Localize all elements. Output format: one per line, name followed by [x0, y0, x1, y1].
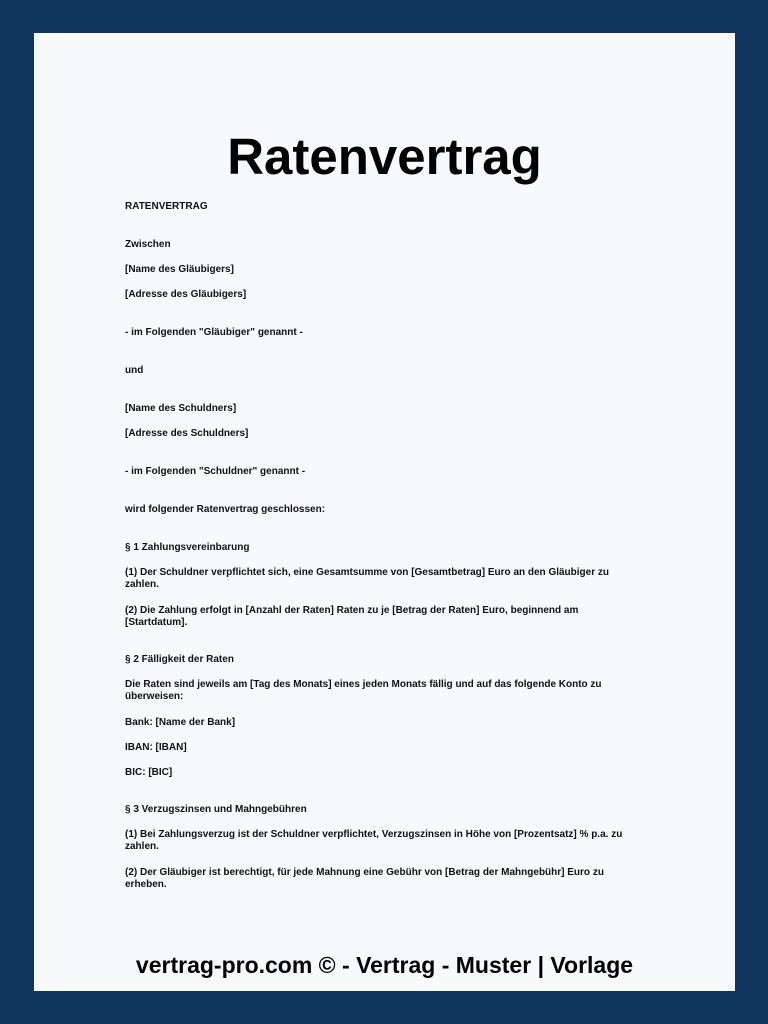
conclusion-text: wird folgender Ratenvertrag geschlossen:: [125, 504, 326, 515]
section-3-paragraph-1: (1) Bei Zahlungsverzug ist der Schuldner verpflichtet, Verzugszinsen in Höhe von [Prozentsatz] % p.a. zu zahlen.: [125, 829, 623, 852]
section-1-paragraph-1: (1) Der Schuldner verpflichtet sich, eine Gesamtsumme von [Gesamtbetrag] Euro an den Gläubiger zu zahlen.: [125, 567, 610, 590]
contract-heading: RATENVERTRAG: [125, 201, 208, 212]
section-2-paragraph-1: Die Raten sind jeweils am [Tag des Monats] eines jeden Monats fällig und auf das folgende Konto zu überweisen:: [125, 679, 602, 702]
footer-watermark: vertrag-pro.com © - Vertrag - Muster | Vorlage: [135, 952, 634, 978]
creditor-name: [Name des Gläubigers]: [125, 264, 234, 275]
section-1-paragraph-2: (2) Die Zahlung erfolgt in [Anzahl der Raten] Raten zu je [Betrag der Raten] Euro, beginnend am [Startdatum].: [125, 605, 579, 628]
section-1-heading: § 1 Zahlungsvereinbarung: [125, 542, 250, 553]
debtor-alias: - im Folgenden "Schuldner" genannt -: [125, 466, 306, 477]
section-3-paragraph-2: (2) Der Gläubiger ist berechtigt, für jede Mahnung eine Gebühr von [Betrag der Mahngebühr] Euro zu erheben.: [125, 867, 604, 890]
document-title: Ratenvertrag: [227, 128, 542, 185]
section-3-heading: § 3 Verzugszinsen und Mahngebühren: [125, 804, 307, 815]
section-2-heading: § 2 Fälligkeit der Raten: [125, 654, 234, 665]
intro-text: Zwischen: [125, 239, 171, 250]
creditor-alias: - im Folgenden "Gläubiger" genannt -: [125, 327, 303, 338]
document-page: [34, 33, 735, 991]
bic-line: BIC: [BIC]: [125, 767, 173, 778]
bank-line: Bank: [Name der Bank]: [125, 717, 236, 728]
document-body: [125, 201, 625, 891]
debtor-name: [Name des Schuldners]: [125, 403, 237, 414]
creditor-address: [Adresse des Gläubigers]: [125, 289, 247, 300]
and-text: und: [125, 365, 144, 376]
iban-line: IBAN: [IBAN]: [125, 742, 187, 753]
debtor-address: [Adresse des Schuldners]: [125, 428, 249, 439]
